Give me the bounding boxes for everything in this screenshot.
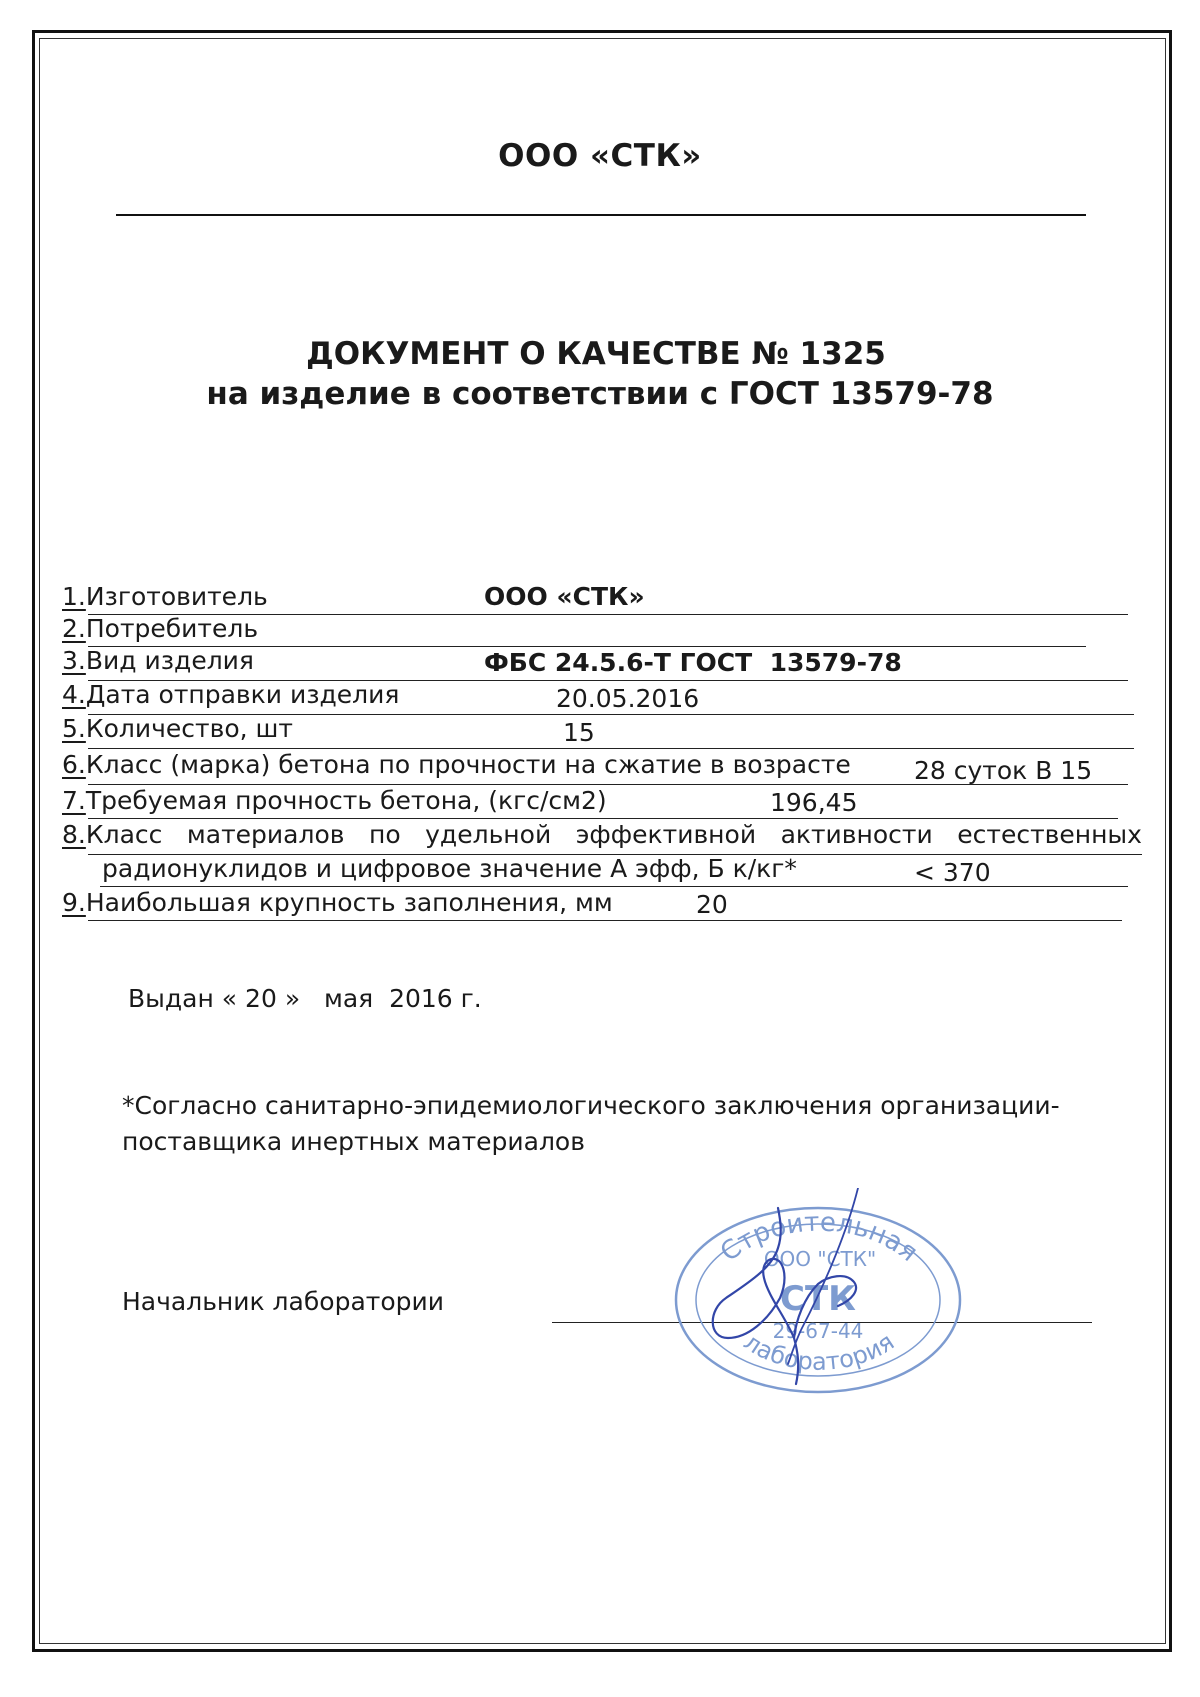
stamp-logo: СТК [780, 1279, 856, 1319]
aggregate-size-value: 20 [696, 890, 728, 919]
item-label-continued: радионуклидов и цифровое значение А эфф, Б к/кг* [102, 854, 797, 883]
label-word: по [368, 820, 401, 849]
item-radionuclides [62, 820, 1142, 849]
company-divider [116, 214, 1086, 216]
issued-year: 2016 г. [389, 984, 482, 1013]
item-shipping-date [62, 680, 399, 709]
issued-date [128, 984, 482, 1013]
footnote-line-2: поставщика инертных материалов [122, 1127, 585, 1156]
item-number: 3. [62, 646, 86, 675]
item-product-type [62, 646, 254, 675]
issued-prefix: Выдан « [128, 984, 238, 1013]
stamp-phone: 29-67-44 [772, 1319, 864, 1343]
label-word: Класс [85, 820, 163, 849]
item-manufacturer [62, 582, 268, 611]
signatory-position: Начальник лаборатории [122, 1287, 444, 1316]
item-label: Потребитель [85, 614, 259, 643]
label-word: удельной [425, 820, 552, 849]
manufacturer-value: ООО «СТК» [484, 582, 645, 611]
company-stamp [668, 1188, 968, 1398]
item-label: Вид изделия [85, 646, 254, 675]
required-strength-value: 196,45 [770, 788, 858, 817]
item-number: 8. [62, 820, 86, 849]
item-label: Изготовитель [85, 582, 268, 611]
item-quantity [62, 714, 293, 743]
issued-day: 20 [245, 984, 277, 1013]
item-consumer [62, 614, 258, 643]
company-name: ООО «СТК» [498, 138, 702, 174]
stamp-company: ООО "СТК" [763, 1247, 877, 1271]
stamp-top-text: Строительная [714, 1207, 924, 1268]
document-title: ДОКУМЕНТ О КАЧЕСТВЕ № 1325 [306, 336, 886, 372]
item-number-with-first-word [62, 820, 162, 849]
issued-month: мая [323, 984, 374, 1013]
stamp-bottom-text: лаборатория [738, 1327, 900, 1376]
item-label: Класс (марка) бетона по прочности на сжатие в возрасте [85, 750, 851, 779]
item-label: Дата отправки изделия [85, 680, 400, 709]
label-word: естественных [957, 820, 1142, 849]
item-number: 1. [62, 582, 86, 611]
item-rule [88, 748, 1134, 749]
item-rule [88, 818, 1118, 819]
concrete-class-value: 28 суток В 15 [914, 756, 1093, 785]
label-word: эффективной [575, 820, 757, 849]
product-type-value: ФБС 24.5.6-Т ГОСТ 13579-78 [484, 648, 902, 677]
item-label: Наибольшая крупность заполнения, мм [85, 888, 613, 917]
item-rule [88, 920, 1122, 921]
item-number: 5. [62, 714, 86, 743]
item-concrete-class [62, 750, 851, 779]
label-word: активности [780, 820, 933, 849]
footnote-line-1: *Согласно санитарно-эпидемиологического заключения организации- [122, 1091, 1060, 1120]
shipping-date-value: 20.05.2016 [556, 684, 700, 713]
label-word: материалов [186, 820, 345, 849]
quantity-value: 15 [563, 718, 595, 747]
footnote [122, 1088, 1102, 1160]
item-number: 2. [62, 614, 86, 643]
item-number: 7. [62, 786, 86, 815]
item-number: 4. [62, 680, 86, 709]
document-subtitle: на изделие в соответствии с ГОСТ 13579-78 [206, 376, 994, 412]
item-rule [88, 784, 1128, 785]
item-label: Требуемая прочность бетона, (кгс/см2) [85, 786, 607, 815]
item-number: 9. [62, 888, 86, 917]
item-label: Количество, шт [85, 714, 293, 743]
item-number: 6. [62, 750, 86, 779]
radionuclides-value: < 370 [914, 858, 991, 887]
item-aggregate-size [62, 888, 613, 917]
item-rule [100, 886, 1128, 887]
item-required-strength [62, 786, 607, 815]
issued-quote-close: » [284, 984, 301, 1013]
